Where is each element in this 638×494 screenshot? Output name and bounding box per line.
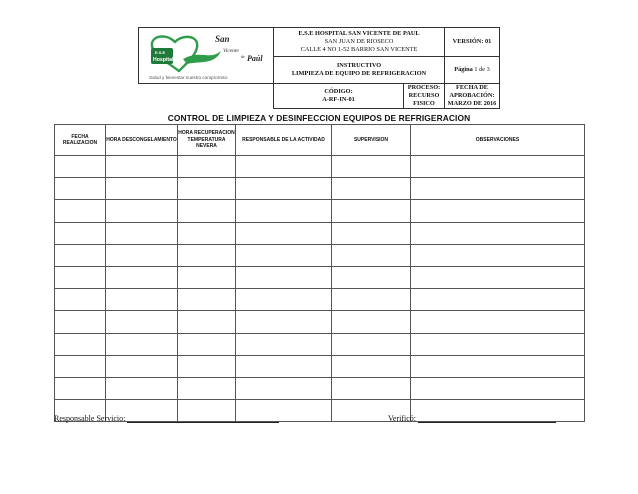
table-cell[interactable] xyxy=(236,266,332,288)
table-row xyxy=(55,377,585,399)
table-row xyxy=(55,266,585,288)
table-row xyxy=(55,333,585,355)
table-cell[interactable] xyxy=(332,244,411,266)
table-row xyxy=(55,244,585,266)
page-value: 1 de 3 xyxy=(474,66,490,74)
verified-label: Verificó: xyxy=(388,414,416,423)
table-cell[interactable] xyxy=(55,200,106,222)
instructivo-cell xyxy=(274,57,445,84)
table-cell[interactable] xyxy=(332,266,411,288)
table-cell[interactable] xyxy=(411,200,585,222)
table-cell[interactable] xyxy=(178,156,236,178)
logo-badge-small: E.S.E xyxy=(155,50,166,55)
table-cell[interactable] xyxy=(411,156,585,178)
column-header: FECHA REALIZACION xyxy=(55,125,106,156)
table-cell[interactable] xyxy=(178,377,236,399)
cleaning-log-table xyxy=(54,124,585,422)
table-cell[interactable] xyxy=(106,178,178,200)
code-value: A-RF-IN-01 xyxy=(322,96,355,103)
empty-cell xyxy=(139,84,274,109)
table-cell[interactable] xyxy=(236,200,332,222)
table-cell[interactable] xyxy=(332,355,411,377)
table-cell[interactable] xyxy=(106,222,178,244)
table-cell[interactable] xyxy=(178,355,236,377)
table-cell[interactable] xyxy=(55,311,106,333)
logo-slogan: Salud y bienestar nuestro compromiso xyxy=(149,75,228,80)
table-row xyxy=(55,156,585,178)
approval-cell xyxy=(445,84,500,109)
table-cell[interactable] xyxy=(411,289,585,311)
table-cell[interactable] xyxy=(178,266,236,288)
table-row xyxy=(55,311,585,333)
table-row xyxy=(55,355,585,377)
doc-type: INSTRUCTIVO xyxy=(336,62,382,70)
institution-address: CALLE 4 NO 1-52 BARRIO SAN VICENTE xyxy=(300,45,418,53)
table-cell[interactable] xyxy=(55,266,106,288)
page-label: Página xyxy=(454,66,473,74)
table-cell[interactable] xyxy=(178,200,236,222)
verified-signature-line[interactable] xyxy=(418,422,556,423)
table-cell[interactable] xyxy=(236,311,332,333)
table-cell[interactable] xyxy=(332,289,411,311)
table-header-row xyxy=(55,125,585,156)
approval-label: FECHA DE APROBACIÓN: xyxy=(449,84,495,100)
logo-name-top: San xyxy=(215,34,230,44)
table-cell[interactable] xyxy=(332,311,411,333)
column-header: HORA DESCONGELAMIENTO xyxy=(106,125,178,156)
table-cell[interactable] xyxy=(332,178,411,200)
version-cell xyxy=(445,28,500,57)
table-cell[interactable] xyxy=(178,244,236,266)
table-cell[interactable] xyxy=(411,178,585,200)
table-cell[interactable] xyxy=(106,377,178,399)
responsible-label: Responsable Servicio: xyxy=(54,414,126,423)
table-cell[interactable] xyxy=(106,311,178,333)
table-cell[interactable] xyxy=(411,377,585,399)
table-cell[interactable] xyxy=(55,377,106,399)
logo-name-bottom: Paúl xyxy=(247,54,263,63)
table-cell[interactable] xyxy=(236,156,332,178)
responsible-signature-line[interactable] xyxy=(127,422,279,423)
institution-name: E.S.E HOSPITAL SAN VICENTE DE PAUL xyxy=(298,30,420,38)
approval-value: MARZO DE 2016 xyxy=(447,99,497,107)
table-cell[interactable] xyxy=(178,178,236,200)
table-cell[interactable] xyxy=(106,266,178,288)
table-cell[interactable] xyxy=(55,355,106,377)
table-cell[interactable] xyxy=(178,222,236,244)
version-label: VERSIÓN: 01 xyxy=(452,38,492,46)
document-header xyxy=(138,27,500,109)
table-cell[interactable] xyxy=(332,200,411,222)
process-value: RECURSO FISICO xyxy=(408,92,440,107)
table-cell[interactable] xyxy=(106,333,178,355)
table-cell[interactable] xyxy=(106,156,178,178)
table-row xyxy=(55,178,585,200)
code-label: CÓDIGO: xyxy=(324,88,353,96)
logo-badge-big: Hospital xyxy=(153,57,174,63)
table-cell[interactable] xyxy=(55,222,106,244)
table-cell[interactable] xyxy=(236,222,332,244)
institution-city: SAN JUAN DE RIOSECO xyxy=(324,38,394,46)
table-cell[interactable] xyxy=(178,289,236,311)
responsible-signature xyxy=(54,414,279,423)
table-cell[interactable] xyxy=(332,377,411,399)
table-cell[interactable] xyxy=(411,355,585,377)
doc-name: LIMPIEZA DE EQUIPO DE REFRIGERACION xyxy=(291,70,427,77)
verified-signature xyxy=(388,414,556,423)
logo-cell xyxy=(139,28,274,84)
table-cell[interactable] xyxy=(236,377,332,399)
column-header: HORA RECUPERACION TEMPERATURA NEVERA xyxy=(178,125,236,156)
heart-logo-icon xyxy=(143,31,273,81)
table-cell[interactable] xyxy=(236,333,332,355)
column-header: SUPERVISION xyxy=(332,125,411,156)
column-header: RESPONSABLE DE LA ACTIVIDAD xyxy=(236,125,332,156)
table-cell[interactable] xyxy=(332,156,411,178)
logo-name-mid: Vicente xyxy=(223,48,239,54)
table-row xyxy=(55,289,585,311)
table-body xyxy=(55,156,585,422)
table-cell[interactable] xyxy=(106,355,178,377)
table-cell[interactable] xyxy=(236,244,332,266)
table-cell[interactable] xyxy=(178,333,236,355)
hospital-logo xyxy=(143,31,263,81)
table-cell[interactable] xyxy=(236,289,332,311)
table-cell[interactable] xyxy=(411,333,585,355)
process-cell xyxy=(404,84,445,109)
table-cell[interactable] xyxy=(236,355,332,377)
table-cell[interactable] xyxy=(332,333,411,355)
table-cell[interactable] xyxy=(411,311,585,333)
process-label: PROCESO: xyxy=(407,84,441,92)
table-cell[interactable] xyxy=(236,178,332,200)
table-cell[interactable] xyxy=(55,156,106,178)
column-header: OBSERVACIONES xyxy=(411,125,585,156)
table-cell[interactable] xyxy=(411,222,585,244)
table-cell[interactable] xyxy=(55,244,106,266)
table-cell[interactable] xyxy=(106,200,178,222)
table-cell[interactable] xyxy=(55,333,106,355)
logo-name-mid2: de xyxy=(241,54,245,59)
table-cell[interactable] xyxy=(411,244,585,266)
table-cell[interactable] xyxy=(55,178,106,200)
table-row xyxy=(55,200,585,222)
table-cell[interactable] xyxy=(106,289,178,311)
table-cell[interactable] xyxy=(106,244,178,266)
form-title: CONTROL DE LIMPIEZA Y DESINFECCION EQUIPOS DE REFRIGERACION xyxy=(167,113,471,123)
table-cell[interactable] xyxy=(332,222,411,244)
table-cell[interactable] xyxy=(55,289,106,311)
page-cell xyxy=(445,57,500,84)
institution-cell xyxy=(274,28,445,57)
table-row xyxy=(55,222,585,244)
table-cell[interactable] xyxy=(178,311,236,333)
code-cell xyxy=(274,84,404,109)
table-cell[interactable] xyxy=(411,266,585,288)
